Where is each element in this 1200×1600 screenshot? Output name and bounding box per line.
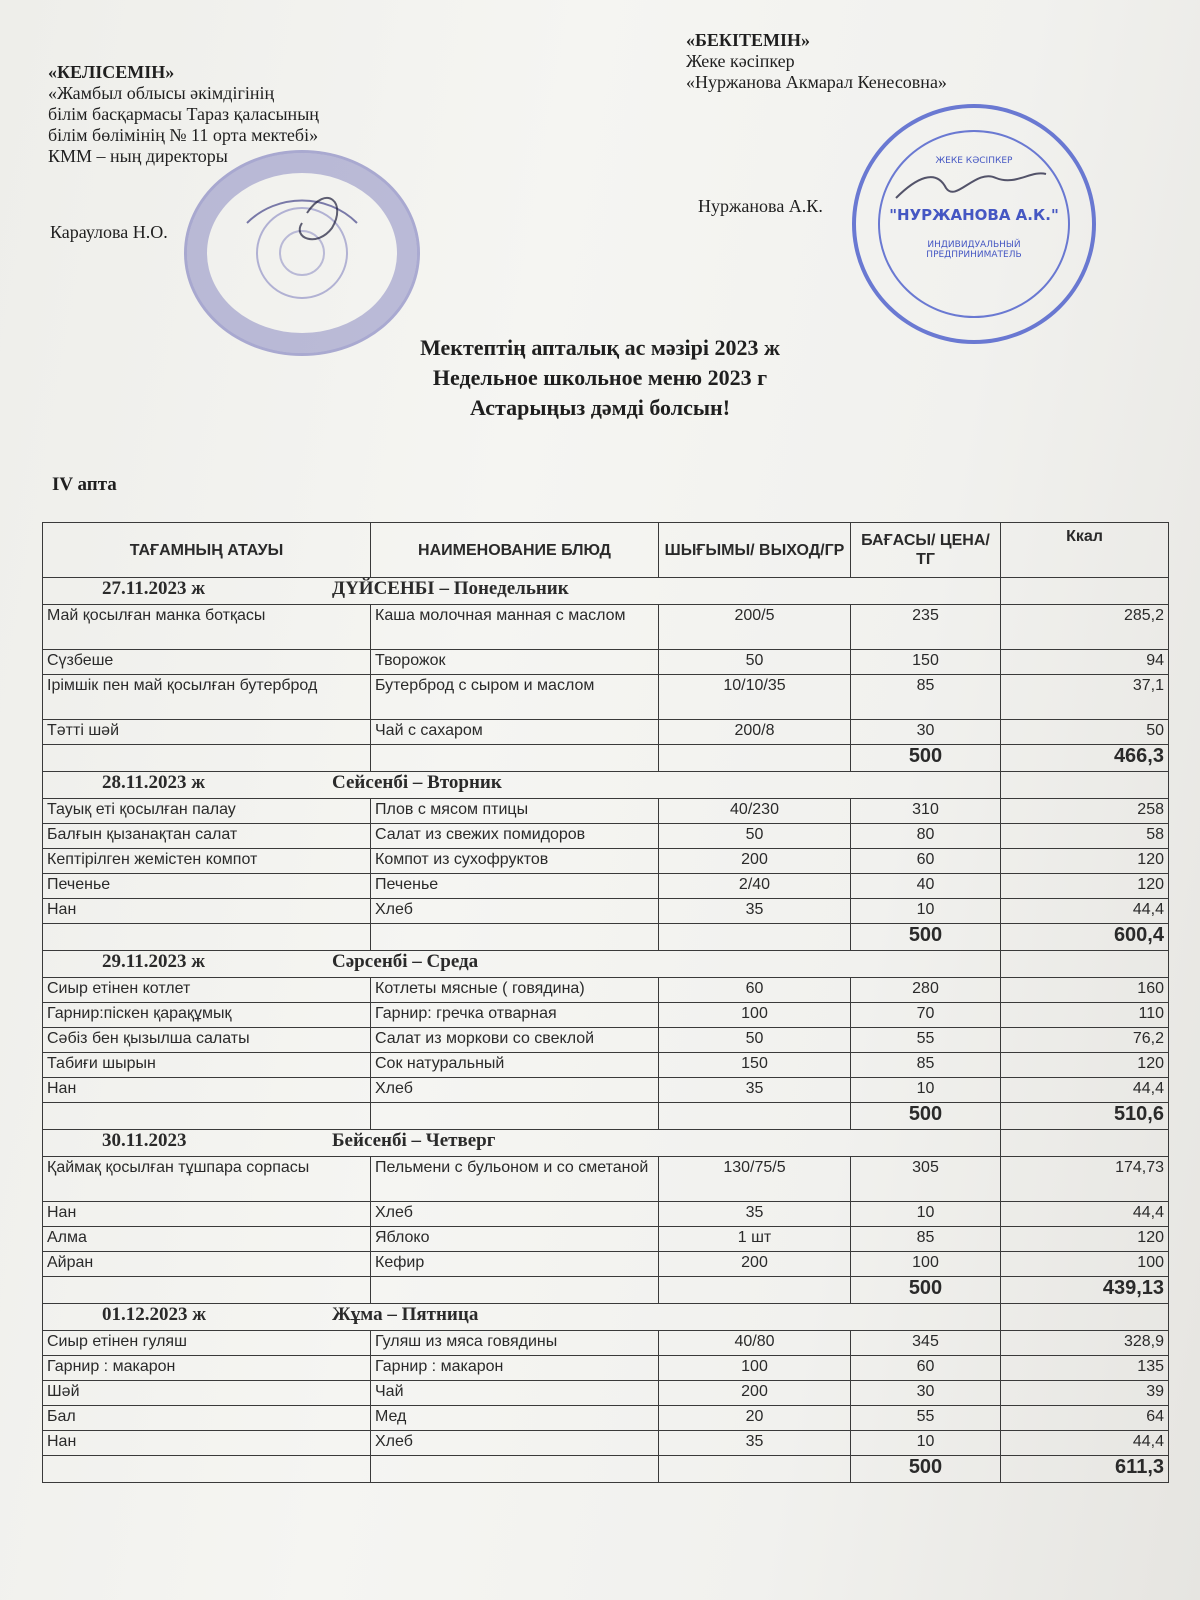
day-date: 28.11.2023 ж — [102, 772, 205, 793]
total-kcal: 510,6 — [1001, 1103, 1169, 1130]
dish-name-kz: Нан — [43, 1202, 371, 1227]
dish-name-ru: Мед — [371, 1406, 659, 1431]
dish-output: 10/10/35 — [659, 675, 851, 720]
day-date: 29.11.2023 ж — [102, 951, 205, 972]
dish-name-ru: Хлеб — [371, 899, 659, 924]
dish-name-kz: Гарнир:піскен қарақұмық — [43, 1003, 371, 1028]
approval-line: Жеке кәсіпкер — [686, 51, 795, 71]
table-row — [43, 978, 1169, 1003]
table-row — [43, 675, 1169, 720]
dish-kcal: 44,4 — [1001, 899, 1169, 924]
total-price: 500 — [851, 1456, 1001, 1483]
dish-name-kz: Ірімшік пен май қосылған бутерброд — [43, 675, 371, 720]
dish-output: 35 — [659, 899, 851, 924]
approval-line: «Жамбыл облысы әкімдігінің — [48, 83, 275, 103]
dish-name-kz: Тауық еті қосылған палау — [43, 799, 371, 824]
dish-kcal: 120 — [1001, 1053, 1169, 1078]
day-name: Сәрсенбі – Среда — [332, 951, 479, 972]
dish-name-kz: Кептірілген жемістен компот — [43, 849, 371, 874]
dish-kcal: 110 — [1001, 1003, 1169, 1028]
column-header: НАИМЕНОВАНИЕ БЛЮД — [371, 523, 659, 578]
table-row — [43, 1078, 1169, 1103]
approval-line: «Нуржанова Акмарал Кенесовна» — [686, 72, 947, 92]
stamp-top-text: ЖЕКЕ КӘСІПКЕР — [935, 156, 1013, 166]
day-header-row — [43, 1304, 1169, 1331]
dish-kcal: 64 — [1001, 1406, 1169, 1431]
table-row — [43, 1053, 1169, 1078]
table-header-row — [43, 523, 1169, 578]
column-header: ШЫҒЫМЫ/ ВЫХОД/ГР — [659, 523, 851, 578]
dish-output: 100 — [659, 1003, 851, 1028]
dish-price: 100 — [851, 1252, 1001, 1277]
dish-price: 80 — [851, 824, 1001, 849]
dish-price: 85 — [851, 1227, 1001, 1252]
table-row — [43, 1028, 1169, 1053]
dish-name-ru: Гарнир : макарон — [371, 1356, 659, 1381]
dish-name-ru: Творожок — [371, 650, 659, 675]
dish-kcal: 100 — [1001, 1252, 1169, 1277]
document-titles — [0, 333, 1200, 423]
dish-output: 40/230 — [659, 799, 851, 824]
dish-output: 60 — [659, 978, 851, 1003]
dish-output: 20 — [659, 1406, 851, 1431]
approval-title-left: «КЕЛІСЕМІН» — [48, 62, 175, 82]
dish-price: 60 — [851, 849, 1001, 874]
table-row — [43, 1381, 1169, 1406]
dish-output: 200 — [659, 849, 851, 874]
dish-kcal: 120 — [1001, 849, 1169, 874]
day-name: ДҮЙСЕНБІ – Понедельник — [332, 578, 569, 599]
day-date: 27.11.2023 ж — [102, 578, 205, 599]
day-date: 30.11.2023 — [102, 1130, 187, 1151]
table-row — [43, 1431, 1169, 1456]
day-header-row — [43, 1130, 1169, 1157]
dish-name-ru: Кефир — [371, 1252, 659, 1277]
dish-output: 200/8 — [659, 720, 851, 745]
dish-kcal: 44,4 — [1001, 1202, 1169, 1227]
dish-output: 200 — [659, 1252, 851, 1277]
dish-price: 10 — [851, 1202, 1001, 1227]
day-name: Бейсенбі – Четверг — [332, 1130, 496, 1151]
dish-price: 345 — [851, 1331, 1001, 1356]
approval-line: білім бөлімінің № 11 орта мектебі» — [48, 125, 319, 145]
dish-output: 150 — [659, 1053, 851, 1078]
dish-name-ru: Котлеты мясные ( говядина) — [371, 978, 659, 1003]
dish-name-ru: Сок натуральный — [371, 1053, 659, 1078]
table-row — [43, 1252, 1169, 1277]
dish-kcal: 135 — [1001, 1356, 1169, 1381]
dish-price: 305 — [851, 1157, 1001, 1202]
stamp-bottom-text: ИНДИВИДУАЛЬНЫЙ ПРЕДПРИНИМАТЕЛЬ — [926, 240, 1022, 260]
dish-name-kz: Сиыр етінен котлет — [43, 978, 371, 1003]
seal-emblem-icon — [187, 153, 417, 353]
dish-name-ru: Яблоко — [371, 1227, 659, 1252]
dish-name-kz: Қаймақ қосылған тұшпара сорпасы — [43, 1157, 371, 1202]
dish-kcal: 44,4 — [1001, 1078, 1169, 1103]
table-row — [43, 650, 1169, 675]
entrepreneur-seal-stamp — [852, 104, 1096, 344]
dish-name-kz: Алма — [43, 1227, 371, 1252]
dish-name-kz: Шәй — [43, 1381, 371, 1406]
total-row — [43, 924, 1169, 951]
dish-name-kz: Нан — [43, 899, 371, 924]
table-row — [43, 899, 1169, 924]
dish-kcal: 44,4 — [1001, 1431, 1169, 1456]
menu-body — [43, 578, 1169, 1483]
day-header-row — [43, 951, 1169, 978]
title-wish: Астарыңыз дәмді болсын! — [469, 395, 731, 420]
dish-price: 85 — [851, 675, 1001, 720]
day-name: Жұма – Пятница — [332, 1304, 479, 1325]
signatory-right: Нуржанова А.К. — [698, 196, 823, 216]
total-price: 500 — [851, 924, 1001, 951]
day-name: Сейсенбі – Вторник — [332, 772, 502, 793]
approval-block-right — [686, 30, 947, 93]
dish-name-kz: Нан — [43, 1431, 371, 1456]
day-header-row — [43, 578, 1169, 605]
approval-line: білім басқармасы Тараз қаласының — [48, 104, 319, 124]
dish-name-ru: Хлеб — [371, 1078, 659, 1103]
dish-output: 50 — [659, 650, 851, 675]
dish-output: 35 — [659, 1202, 851, 1227]
dish-name-ru: Салат из свежих помидоров — [371, 824, 659, 849]
table-row — [43, 605, 1169, 650]
total-kcal: 611,3 — [1001, 1456, 1169, 1483]
dish-output: 50 — [659, 1028, 851, 1053]
dish-price: 55 — [851, 1406, 1001, 1431]
dish-output: 2/40 — [659, 874, 851, 899]
table-row — [43, 1157, 1169, 1202]
total-row — [43, 745, 1169, 772]
table-row — [43, 874, 1169, 899]
table-row — [43, 720, 1169, 745]
table-row — [43, 1227, 1169, 1252]
day-header-row — [43, 772, 1169, 799]
dish-name-kz: Бал — [43, 1406, 371, 1431]
menu-table — [42, 522, 1169, 1483]
total-price: 500 — [851, 1277, 1001, 1304]
dish-name-ru: Компот из сухофруктов — [371, 849, 659, 874]
table-row — [43, 1202, 1169, 1227]
total-kcal: 439,13 — [1001, 1277, 1169, 1304]
dish-output: 35 — [659, 1078, 851, 1103]
dish-kcal: 58 — [1001, 824, 1169, 849]
dish-price: 10 — [851, 1078, 1001, 1103]
dish-kcal: 76,2 — [1001, 1028, 1169, 1053]
dish-name-kz: Балғын қызанақтан салат — [43, 824, 371, 849]
dish-name-kz: Табиғи шырын — [43, 1053, 371, 1078]
dish-name-ru: Плов с мясом птицы — [371, 799, 659, 824]
dish-price: 60 — [851, 1356, 1001, 1381]
dish-output: 200 — [659, 1381, 851, 1406]
dish-name-kz: Сүзбеше — [43, 650, 371, 675]
total-price: 500 — [851, 745, 1001, 772]
dish-name-kz: Сәбіз бен қызылша салаты — [43, 1028, 371, 1053]
column-header: ТАҒАМНЫҢ АТАУЫ — [43, 523, 371, 578]
dish-output: 35 — [659, 1431, 851, 1456]
dish-name-ru: Салат из моркови со свеклой — [371, 1028, 659, 1053]
dish-name-kz: Гарнир : макарон — [43, 1356, 371, 1381]
title-kz: Мектептің апталық ас мәзірі 2023 ж — [420, 335, 780, 360]
dish-name-ru: Пельмени с бульоном и со сметаной — [371, 1157, 659, 1202]
table-row — [43, 1406, 1169, 1431]
dish-output: 100 — [659, 1356, 851, 1381]
total-kcal: 466,3 — [1001, 745, 1169, 772]
dish-price: 280 — [851, 978, 1001, 1003]
title-ru: Недельное школьное меню 2023 г — [432, 365, 768, 390]
dish-price: 30 — [851, 720, 1001, 745]
total-kcal: 600,4 — [1001, 924, 1169, 951]
dish-price: 30 — [851, 1381, 1001, 1406]
column-header: Ккал — [1001, 523, 1169, 578]
column-header: БАҒАСЫ/ ЦЕНА/ТГ — [851, 523, 1001, 578]
dish-name-ru: Хлеб — [371, 1431, 659, 1456]
dish-kcal: 37,1 — [1001, 675, 1169, 720]
table-row — [43, 849, 1169, 874]
total-row — [43, 1456, 1169, 1483]
total-row — [43, 1103, 1169, 1130]
table-row — [43, 799, 1169, 824]
dish-price: 310 — [851, 799, 1001, 824]
dish-name-ru: Чай — [371, 1381, 659, 1406]
total-row — [43, 1277, 1169, 1304]
dish-output: 130/75/5 — [659, 1157, 851, 1202]
dish-kcal: 120 — [1001, 874, 1169, 899]
dish-output: 1 шт — [659, 1227, 851, 1252]
week-label: IV апта — [52, 474, 117, 495]
dish-output: 40/80 — [659, 1331, 851, 1356]
dish-name-ru: Каша молочная манная с маслом — [371, 605, 659, 650]
dish-kcal: 160 — [1001, 978, 1169, 1003]
approval-line: КММ – ның директоры — [48, 146, 228, 166]
dish-kcal: 39 — [1001, 1381, 1169, 1406]
dish-name-ru: Гуляш из мяса говядины — [371, 1331, 659, 1356]
dish-kcal: 258 — [1001, 799, 1169, 824]
dish-price: 40 — [851, 874, 1001, 899]
dish-price: 85 — [851, 1053, 1001, 1078]
dish-price: 235 — [851, 605, 1001, 650]
dish-kcal: 120 — [1001, 1227, 1169, 1252]
dish-kcal: 174,73 — [1001, 1157, 1169, 1202]
dish-price: 55 — [851, 1028, 1001, 1053]
table-row — [43, 1003, 1169, 1028]
dish-output: 200/5 — [659, 605, 851, 650]
dish-name-kz: Печенье — [43, 874, 371, 899]
dish-price: 150 — [851, 650, 1001, 675]
school-seal-stamp — [184, 150, 420, 356]
dish-kcal: 94 — [1001, 650, 1169, 675]
dish-name-ru: Печенье — [371, 874, 659, 899]
dish-price: 10 — [851, 1431, 1001, 1456]
dish-kcal: 50 — [1001, 720, 1169, 745]
dish-name-ru: Чай с сахаром — [371, 720, 659, 745]
dish-name-ru: Бутерброд с сыром и маслом — [371, 675, 659, 720]
day-date: 01.12.2023 ж — [102, 1304, 207, 1325]
dish-price: 10 — [851, 899, 1001, 924]
signature-icon — [856, 108, 1092, 340]
dish-name-kz: Нан — [43, 1078, 371, 1103]
total-price: 500 — [851, 1103, 1001, 1130]
dish-name-kz: Сиыр етінен гуляш — [43, 1331, 371, 1356]
table-row — [43, 1331, 1169, 1356]
table-row — [43, 824, 1169, 849]
dish-price: 70 — [851, 1003, 1001, 1028]
dish-name-ru: Хлеб — [371, 1202, 659, 1227]
dish-name-ru: Гарнир: гречка отварная — [371, 1003, 659, 1028]
table-row — [43, 1356, 1169, 1381]
dish-kcal: 328,9 — [1001, 1331, 1169, 1356]
signatory-left: Караулова Н.О. — [50, 222, 168, 242]
dish-name-kz: Май қосылған манка ботқасы — [43, 605, 371, 650]
dish-name-kz: Тәтті шәй — [43, 720, 371, 745]
dish-output: 50 — [659, 824, 851, 849]
stamp-name: "НУРЖАНОВА А.К." — [889, 206, 1059, 224]
approval-title-right: «БЕКІТЕМІН» — [686, 30, 810, 50]
dish-kcal: 285,2 — [1001, 605, 1169, 650]
dish-name-kz: Айран — [43, 1252, 371, 1277]
